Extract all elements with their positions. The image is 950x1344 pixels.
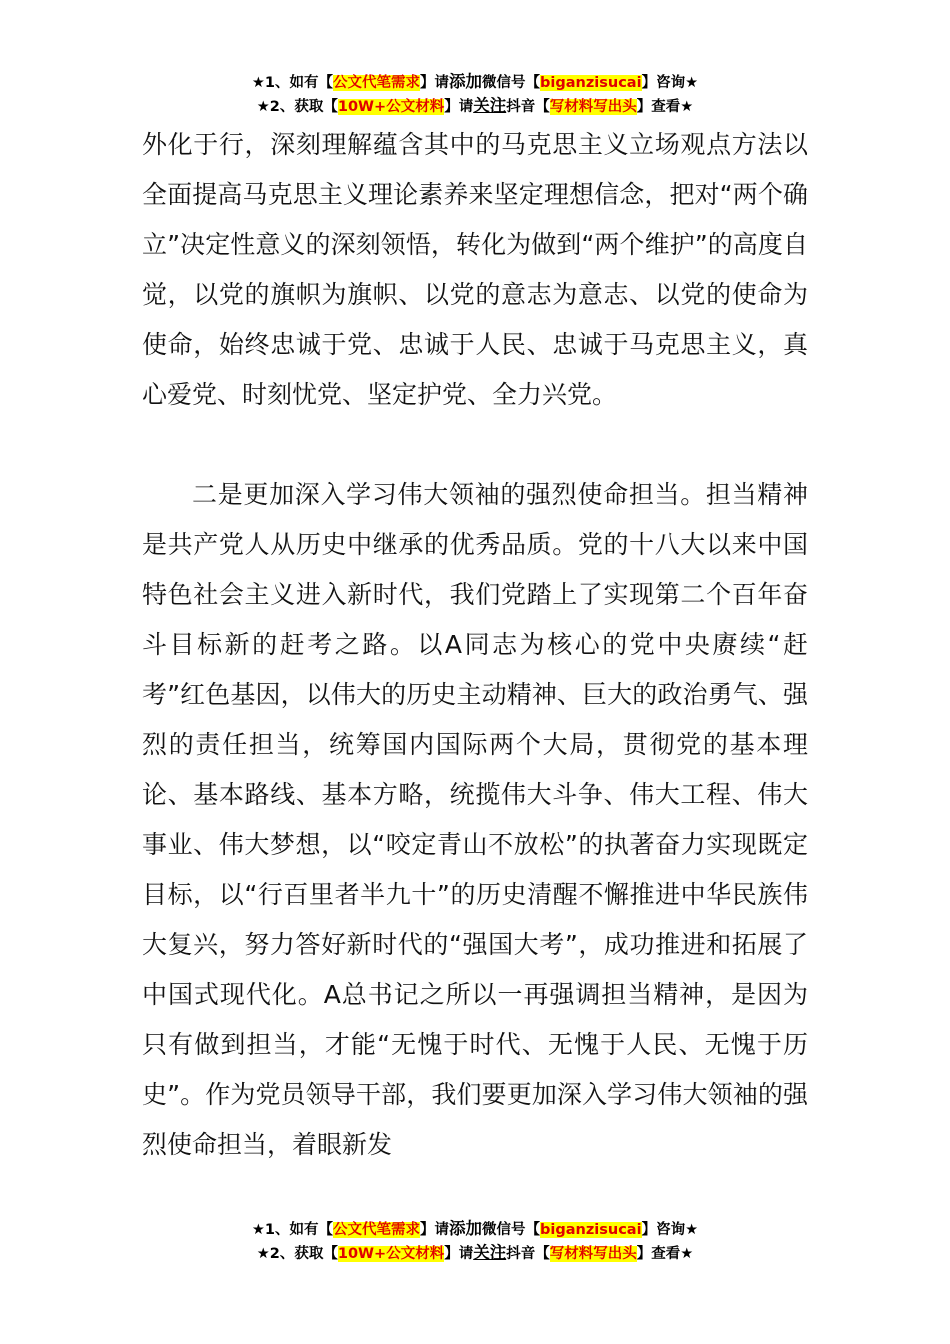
footer-line-1-mid: 】请 <box>420 1222 450 1238</box>
paragraph-1: 外化于行，深刻理解蕴含其中的马克思主义立场观点方法以全面提高马克思主义理论素养来坚定理想信念，把对“两个确立”决定性意义的深刻领悟，转化为做到“两个维护”的高度自觉，以党的旗帜为旗帜、以党的意志为意志、以党的使命为使命，始终忠诚于党、忠诚于人民、忠诚于马克思主义，真心爱党、时刻忧党、坚定护党、全力兴党。 <box>142 130 808 409</box>
footer-add-emphasis: 添加 <box>449 1219 483 1238</box>
star-icon: ★ <box>685 1222 699 1238</box>
header-service-highlight: 公文代笔需求 <box>333 75 421 91</box>
header-line-2-mid2: 抖音【 <box>506 99 550 115</box>
header-add-emphasis: 添加 <box>449 72 483 91</box>
header-line-1-prefix: 1、如有【 <box>264 75 334 91</box>
footer-line-2 <box>0 1241 950 1265</box>
header-douyin-account: 写材料写出头 <box>549 99 637 115</box>
header-line-2-mid: 】请 <box>444 99 474 115</box>
footer-line-1-prefix: 1、如有【 <box>264 1222 334 1238</box>
header-line-2-suffix: 】查看 <box>636 99 681 115</box>
footer-follow-emphasis: 关注 <box>473 1243 507 1262</box>
header-line-1-mid2: 微信号【 <box>482 75 541 91</box>
header-line-1-mid: 】请 <box>420 75 450 91</box>
star-icon: ★ <box>256 99 270 115</box>
footer-line-2-mid2: 抖音【 <box>506 1246 550 1262</box>
star-icon: ★ <box>685 75 699 91</box>
paragraph-2: 二是更加深入学习伟大领袖的强烈使命担当。担当精神是共产党人从历史中继承的优秀品质。党的十八大以来中国特色社会主义进入新时代，我们党踏上了实现第二个百年奋斗目标新的赶考之路。以A同志为核心的党中央赓续“赶考”红色基因，以伟大的历史主动精神、巨大的政治勇气、强烈的责任担当，统筹国内国际两个大局，贯彻党的基本理论、基本路线、基本方略，统揽伟大斗争、伟大工程、伟大事业、伟大梦想，以“咬定青山不放松”的执著奋力实现既定目标，以“行百里者半九十”的历史清醒不懈推进中华民族伟大复兴，努力答好新时代的“强国大考”，成功推进和拓展了中国式现代化。A总书记之所以一再强调担当精神，是因为只有做到担当，才能“无愧于时代、无愧于人民、无愧于历史”。作为党员领导干部，我们要更加深入学习伟大领袖的强烈使命担当，着眼新发 <box>142 480 808 1159</box>
star-icon: ★ <box>256 1246 270 1262</box>
star-icon: ★ <box>680 99 694 115</box>
star-icon: ★ <box>680 1246 694 1262</box>
star-icon: ★ <box>251 75 265 91</box>
paragraph-gap <box>142 420 808 470</box>
footer-line-1-mid2: 微信号【 <box>482 1222 541 1238</box>
header-line-2-prefix: 2、获取【 <box>269 99 338 115</box>
document-body <box>142 120 808 1170</box>
header-wechat-id: biganzisucai <box>540 75 642 91</box>
header-follow-emphasis: 关注 <box>473 96 507 115</box>
footer-service-highlight: 公文代笔需求 <box>333 1222 421 1238</box>
footer-line-2-suffix: 】查看 <box>636 1246 681 1262</box>
header-materials-highlight: 10W+公文材料 <box>337 99 445 115</box>
star-icon: ★ <box>251 1222 265 1238</box>
footer-douyin-account: 写材料写出头 <box>549 1246 637 1262</box>
footer-line-1-suffix: 】咨询 <box>641 1222 686 1238</box>
footer-line-2-prefix: 2、获取【 <box>269 1246 338 1262</box>
footer-line-1 <box>0 1217 950 1241</box>
footer-banner <box>0 1217 950 1265</box>
header-line-1-suffix: 】咨询 <box>641 75 686 91</box>
footer-materials-highlight: 10W+公文材料 <box>337 1246 445 1262</box>
header-banner <box>0 70 950 118</box>
header-line-2 <box>0 94 950 118</box>
footer-wechat-id: biganzisucai <box>540 1222 642 1238</box>
footer-line-2-mid: 】请 <box>444 1246 474 1262</box>
header-line-1 <box>0 70 950 94</box>
